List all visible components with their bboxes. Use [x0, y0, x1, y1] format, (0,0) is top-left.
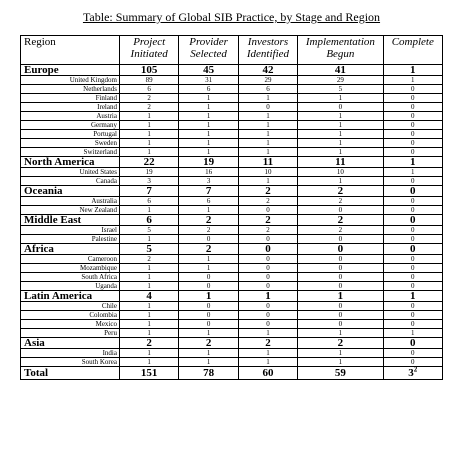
- country-row-india: [21, 349, 443, 358]
- country-row-palestine: [21, 235, 443, 244]
- total-value: [298, 367, 383, 380]
- cell-value: 1: [179, 264, 238, 273]
- country-name: Portugal: [21, 130, 120, 139]
- country-row-ireland: [21, 103, 443, 112]
- country-name: Peru: [21, 329, 120, 338]
- cell-value: 0: [298, 255, 383, 264]
- cell-value: 2: [179, 244, 238, 255]
- total-value: [383, 367, 442, 380]
- cell-value: 0: [383, 130, 442, 139]
- total-number: 151: [140, 367, 158, 379]
- cell-value: 1: [179, 121, 238, 130]
- total-row: [21, 367, 443, 380]
- country-name: Mexico: [21, 320, 120, 329]
- table-body: [21, 65, 443, 380]
- country-name: Palestine: [21, 235, 120, 244]
- total-label: Total: [21, 367, 120, 380]
- cell-value: 1: [119, 349, 178, 358]
- cell-value: 2: [298, 226, 383, 235]
- cell-value: 7: [179, 186, 238, 197]
- cell-value: 0: [383, 206, 442, 215]
- cell-value: 0: [179, 302, 238, 311]
- cell-value: 0: [238, 302, 297, 311]
- cell-value: 1: [298, 291, 383, 302]
- cell-value: 1: [298, 94, 383, 103]
- cell-value: 1: [179, 255, 238, 264]
- cell-value: 0: [238, 103, 297, 112]
- total-value: [179, 367, 238, 380]
- country-row-austria: [21, 112, 443, 121]
- country-row-canada: [21, 177, 443, 186]
- cell-value: 0: [383, 177, 442, 186]
- cell-value: 5: [119, 226, 178, 235]
- cell-value: 1: [383, 291, 442, 302]
- header-region: Region: [21, 36, 120, 65]
- country-row-israel: [21, 226, 443, 235]
- cell-value: 0: [179, 311, 238, 320]
- cell-value: 1: [238, 112, 297, 121]
- cell-value: 3: [179, 177, 238, 186]
- cell-value: 0: [238, 255, 297, 264]
- footnote-marker: 2: [413, 365, 418, 374]
- cell-value: 0: [298, 244, 383, 255]
- country-name: Germany: [21, 121, 120, 130]
- total-number: 59: [334, 367, 346, 379]
- cell-value: 0: [383, 338, 442, 349]
- cell-value: 1: [238, 94, 297, 103]
- cell-value: 1: [238, 121, 297, 130]
- cell-value: 0: [238, 264, 297, 273]
- country-row-mozambique: [21, 264, 443, 273]
- cell-value: 1: [119, 264, 178, 273]
- country-name: United Kingdom: [21, 76, 120, 85]
- cell-value: 0: [383, 85, 442, 94]
- cell-value: 1: [119, 112, 178, 121]
- cell-value: 1: [238, 358, 297, 367]
- cell-value: 22: [119, 157, 178, 168]
- region-row-north-america: [21, 157, 443, 168]
- cell-value: 2: [238, 226, 297, 235]
- cell-value: 11: [298, 157, 383, 168]
- cell-value: 2: [238, 215, 297, 226]
- cell-value: 1: [179, 329, 238, 338]
- cell-value: 1: [298, 349, 383, 358]
- country-name: South Korea: [21, 358, 120, 367]
- country-row-cameroon: [21, 255, 443, 264]
- cell-value: 29: [238, 76, 297, 85]
- cell-value: 0: [298, 103, 383, 112]
- country-name: Mozambique: [21, 264, 120, 273]
- cell-value: 0: [238, 320, 297, 329]
- cell-value: 1: [119, 206, 178, 215]
- cell-value: 0: [298, 302, 383, 311]
- cell-value: 1: [298, 177, 383, 186]
- country-name: Cameroon: [21, 255, 120, 264]
- cell-value: 1: [119, 139, 178, 148]
- total-value: [238, 367, 297, 380]
- table-caption: Table: Summary of Global SIB Practice, by Stage and Region: [82, 10, 381, 24]
- cell-value: 6: [119, 215, 178, 226]
- cell-value: 1: [179, 139, 238, 148]
- cell-value: 1: [238, 130, 297, 139]
- region-name: Europe: [21, 65, 120, 76]
- cell-value: 0: [383, 215, 442, 226]
- cell-value: 45: [179, 65, 238, 76]
- cell-value: 19: [119, 168, 178, 177]
- cell-value: 1: [298, 329, 383, 338]
- cell-value: 42: [238, 65, 297, 76]
- cell-value: 3: [119, 177, 178, 186]
- country-row-united-kingdom: [21, 76, 443, 85]
- header-complete: Complete: [383, 36, 442, 65]
- region-row-africa: [21, 244, 443, 255]
- cell-value: 1: [298, 121, 383, 130]
- country-name: Australia: [21, 197, 120, 206]
- cell-value: 1: [119, 130, 178, 139]
- cell-value: 0: [298, 235, 383, 244]
- cell-value: 41: [298, 65, 383, 76]
- cell-value: 0: [238, 206, 297, 215]
- cell-value: 0: [179, 320, 238, 329]
- cell-value: 1: [119, 121, 178, 130]
- cell-value: 0: [383, 358, 442, 367]
- country-row-finland: [21, 94, 443, 103]
- cell-value: 0: [383, 311, 442, 320]
- cell-value: 1: [179, 112, 238, 121]
- cell-value: 0: [383, 148, 442, 157]
- region-row-europe: [21, 65, 443, 76]
- country-name: Finland: [21, 94, 120, 103]
- cell-value: 10: [298, 168, 383, 177]
- cell-value: 1: [179, 148, 238, 157]
- cell-value: 1: [119, 148, 178, 157]
- cell-value: 11: [238, 157, 297, 168]
- cell-value: 1: [238, 139, 297, 148]
- cell-value: 1: [179, 130, 238, 139]
- cell-value: 5: [119, 244, 178, 255]
- cell-value: 2: [238, 338, 297, 349]
- cell-value: 1: [238, 291, 297, 302]
- header-implementation-begun: Implementation Begun: [298, 36, 383, 65]
- cell-value: 1: [238, 177, 297, 186]
- country-name: Netherlands: [21, 85, 120, 94]
- cell-value: 0: [298, 282, 383, 291]
- cell-value: 0: [383, 320, 442, 329]
- cell-value: 1: [119, 282, 178, 291]
- country-row-portugal: [21, 130, 443, 139]
- cell-value: 29: [298, 76, 383, 85]
- country-row-netherlands: [21, 85, 443, 94]
- country-row-sweden: [21, 139, 443, 148]
- cell-value: 0: [383, 186, 442, 197]
- cell-value: 2: [179, 215, 238, 226]
- cell-value: 4: [119, 291, 178, 302]
- country-row-new-zealand: [21, 206, 443, 215]
- country-row-united-states: [21, 168, 443, 177]
- region-name: Middle East: [21, 215, 120, 226]
- country-name: Canada: [21, 177, 120, 186]
- country-row-south-korea: [21, 358, 443, 367]
- country-name: South Africa: [21, 273, 120, 282]
- region-name: North America: [21, 157, 120, 168]
- cell-value: 1: [298, 148, 383, 157]
- cell-value: 0: [383, 264, 442, 273]
- country-name: India: [21, 349, 120, 358]
- cell-value: 1: [238, 148, 297, 157]
- cell-value: 7: [119, 186, 178, 197]
- country-name: Colombia: [21, 311, 120, 320]
- cell-value: 2: [238, 197, 297, 206]
- region-row-asia: [21, 338, 443, 349]
- cell-value: 1: [298, 139, 383, 148]
- cell-value: 0: [383, 255, 442, 264]
- cell-value: 1: [179, 206, 238, 215]
- cell-value: 2: [298, 197, 383, 206]
- cell-value: 1: [119, 235, 178, 244]
- country-row-chile: [21, 302, 443, 311]
- cell-value: 2: [119, 255, 178, 264]
- cell-value: 0: [238, 244, 297, 255]
- cell-value: 6: [179, 85, 238, 94]
- cell-value: 2: [119, 103, 178, 112]
- cell-value: 2: [179, 226, 238, 235]
- header-row: [21, 36, 443, 65]
- cell-value: 1: [119, 311, 178, 320]
- cell-value: 0: [383, 112, 442, 121]
- cell-value: 0: [383, 282, 442, 291]
- country-name: United States: [21, 168, 120, 177]
- cell-value: 0: [383, 302, 442, 311]
- cell-value: 0: [238, 273, 297, 282]
- cell-value: 0: [298, 273, 383, 282]
- cell-value: 1: [383, 157, 442, 168]
- header-project-initiated: Project Initiated: [119, 36, 178, 65]
- cell-value: 0: [298, 320, 383, 329]
- cell-value: 19: [179, 157, 238, 168]
- region-name: Latin America: [21, 291, 120, 302]
- cell-value: 1: [119, 358, 178, 367]
- cell-value: 1: [119, 302, 178, 311]
- cell-value: 2: [298, 215, 383, 226]
- cell-value: 6: [179, 197, 238, 206]
- country-row-colombia: [21, 311, 443, 320]
- cell-value: 1: [119, 320, 178, 329]
- country-row-mexico: [21, 320, 443, 329]
- country-name: Ireland: [21, 103, 120, 112]
- cell-value: 1: [238, 349, 297, 358]
- cell-value: 5: [298, 85, 383, 94]
- cell-value: 31: [179, 76, 238, 85]
- country-name: New Zealand: [21, 206, 120, 215]
- region-name: Asia: [21, 338, 120, 349]
- cell-value: 0: [179, 273, 238, 282]
- cell-value: 0: [298, 264, 383, 273]
- cell-value: 2: [119, 94, 178, 103]
- region-row-latin-america: [21, 291, 443, 302]
- cell-value: 0: [238, 282, 297, 291]
- cell-value: 0: [238, 311, 297, 320]
- cell-value: 0: [298, 311, 383, 320]
- cell-value: 1: [179, 94, 238, 103]
- region-name: Africa: [21, 244, 120, 255]
- cell-value: 1: [298, 358, 383, 367]
- total-value: [119, 367, 178, 380]
- country-name: Austria: [21, 112, 120, 121]
- cell-value: 1: [119, 273, 178, 282]
- total-number: 3: [408, 367, 414, 379]
- cell-value: 1: [179, 291, 238, 302]
- country-name: Israel: [21, 226, 120, 235]
- cell-value: 0: [179, 235, 238, 244]
- region-row-oceania: [21, 186, 443, 197]
- cell-value: 1: [383, 65, 442, 76]
- cell-value: 89: [119, 76, 178, 85]
- cell-value: 0: [383, 103, 442, 112]
- cell-value: 0: [238, 235, 297, 244]
- cell-value: 16: [179, 168, 238, 177]
- cell-value: 1: [383, 329, 442, 338]
- cell-value: 6: [238, 85, 297, 94]
- cell-value: 1: [238, 329, 297, 338]
- cell-value: 2: [179, 338, 238, 349]
- cell-value: 0: [383, 121, 442, 130]
- cell-value: 0: [179, 282, 238, 291]
- cell-value: 1: [298, 130, 383, 139]
- cell-value: 1: [383, 76, 442, 85]
- country-name: Chile: [21, 302, 120, 311]
- region-row-middle-east: [21, 215, 443, 226]
- region-name: Oceania: [21, 186, 120, 197]
- country-name: Uganda: [21, 282, 120, 291]
- country-row-peru: [21, 329, 443, 338]
- cell-value: 1: [179, 358, 238, 367]
- cell-value: 1: [119, 329, 178, 338]
- cell-value: 10: [238, 168, 297, 177]
- cell-value: 0: [298, 206, 383, 215]
- cell-value: 1: [298, 112, 383, 121]
- total-number: 78: [203, 367, 215, 379]
- cell-value: 2: [119, 338, 178, 349]
- cell-value: 0: [383, 273, 442, 282]
- country-name: Switzerland: [21, 148, 120, 157]
- cell-value: 1: [179, 349, 238, 358]
- country-name: Sweden: [21, 139, 120, 148]
- header-provider-selected: Provider Selected: [179, 36, 238, 65]
- cell-value: 2: [238, 186, 297, 197]
- cell-value: 0: [383, 94, 442, 103]
- cell-value: 0: [383, 197, 442, 206]
- header-investors-identified: Investors Identified: [238, 36, 297, 65]
- cell-value: 1: [383, 168, 442, 177]
- country-row-germany: [21, 121, 443, 130]
- cell-value: 0: [383, 226, 442, 235]
- cell-value: 0: [383, 235, 442, 244]
- cell-value: 2: [298, 338, 383, 349]
- cell-value: 0: [383, 349, 442, 358]
- cell-value: 2: [298, 186, 383, 197]
- total-number: 60: [262, 367, 274, 379]
- cell-value: 1: [179, 103, 238, 112]
- country-row-australia: [21, 197, 443, 206]
- cell-value: 6: [119, 85, 178, 94]
- cell-value: 0: [383, 244, 442, 255]
- country-row-south-africa: [21, 273, 443, 282]
- cell-value: 0: [383, 139, 442, 148]
- sib-summary-table: [20, 35, 443, 380]
- cell-value: 6: [119, 197, 178, 206]
- cell-value: 105: [119, 65, 178, 76]
